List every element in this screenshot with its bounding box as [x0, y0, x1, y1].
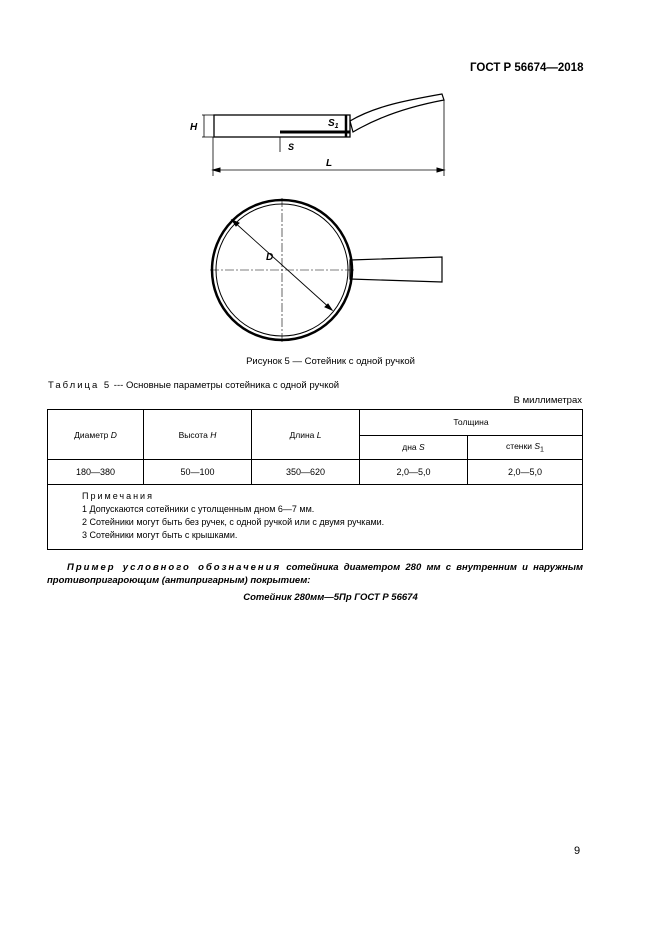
label-H: H — [190, 122, 198, 133]
handle-top — [350, 257, 442, 282]
top-view — [210, 198, 442, 342]
handle-side — [350, 94, 444, 132]
table-row — [48, 460, 583, 485]
saute-pan-drawing — [180, 92, 465, 354]
label-L: L — [326, 158, 333, 169]
cell-height: 50—100 — [144, 460, 252, 485]
label-S: S — [288, 142, 295, 152]
note-2: 2 Сотейники могут быть без ручек, с одной ручкой или с двумя ручками. — [82, 517, 385, 527]
note-1: 1 Допускаются сотейники с утолщенным дном 6—7 мм. — [82, 504, 315, 514]
label-D: D — [266, 252, 274, 263]
note-3: 3 Сотейники могут быть с крышками. — [82, 530, 238, 540]
designation-example: Пример условного обозначения сотейника диаметром 280 мм с внутренним и наружным противопригароющим (антипригарным) покрытием: — [47, 562, 583, 586]
header-length: Длина L — [252, 410, 360, 460]
document-code: ГОСТ Р 56674—2018 — [470, 62, 584, 74]
header-thickness: Толщина — [360, 410, 583, 436]
table-units: В миллиметрах — [513, 395, 582, 406]
table-notes — [48, 485, 583, 550]
label-S1: $S_1$ — [328, 118, 339, 130]
header-diameter: Диаметр D — [48, 410, 144, 460]
designation-code: Сотейник 280мм—5Пр ГОСТ Р 56674 — [243, 592, 418, 603]
notes-title: Примечания — [82, 491, 154, 501]
table-title: Таблица 5 --- Основные параметры сотейника с одной ручкой — [48, 380, 340, 391]
figure-caption: Рисунок 5 — Сотейник с одной ручкой — [246, 356, 415, 367]
cell-length: 350—620 — [252, 460, 360, 485]
side-view — [202, 94, 444, 176]
page-number: 9 — [574, 845, 581, 857]
header-height: Высота H — [144, 410, 252, 460]
cell-wall: 2,0—5,0 — [468, 460, 583, 485]
cell-diameter: 180—380 — [48, 460, 144, 485]
cell-bottom: 2,0—5,0 — [360, 460, 468, 485]
header-bottom-thickness: дна S — [360, 435, 468, 460]
header-wall-thickness: стенки $S_1$ — [468, 435, 583, 460]
parameters-table — [47, 409, 583, 550]
